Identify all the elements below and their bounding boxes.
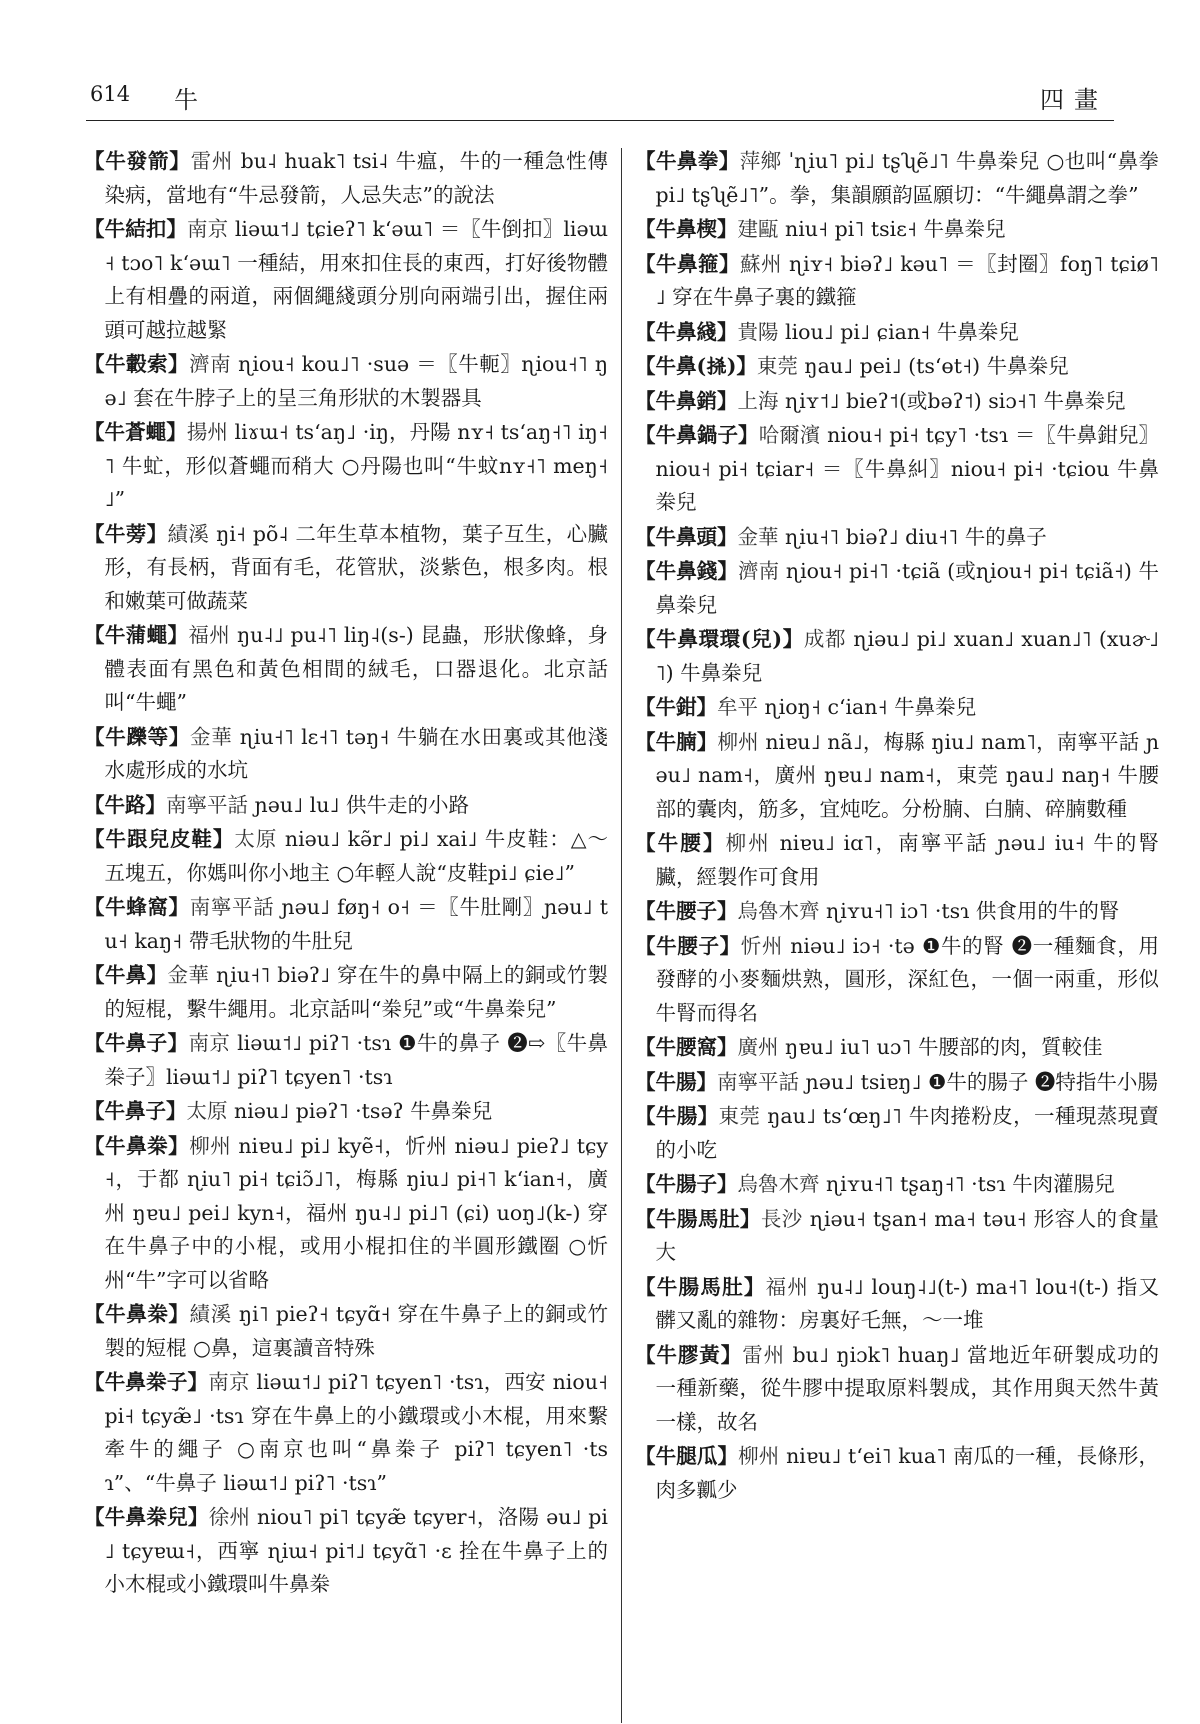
entry-definition: niɐu˩ pi˩ kyẽ˧，忻州 niəu˩ pieʔ˩ tɕy˧，于都 ɳiu˥ pi˧ tɕiɔ̃˩˥，梅縣 ŋiu˩ pi˧˥ kʻian˧，廣州 ŋɐu˩ pei˩ kyn˧，福州 ŋu˨˩ pi˩˥ (ɕi) uoŋ˩(k-) 穿在牛鼻子中的小棍，或用小棍扣住的半圓形鐵圈 ○忻州“牛”字可以省略	[104, 1133, 609, 1292]
entry-dialect: 忻州	[740, 933, 784, 958]
entry-definition: liəɯ˦˩ piʔ˥ ·tsɿ ❶牛的鼻子 ❷⇨〖牛鼻桊子〗liəɯ˦˩ piʔ˥ tɕyen˥ ·tsɿ	[104, 1031, 609, 1089]
entry-definition: ŋau˩ tsʻœŋ˩˥ 牛肉捲粉皮，一種現蒸現賣的小吃	[655, 1104, 1159, 1162]
dictionary-entry	[84, 619, 608, 720]
dictionary-entry	[635, 1271, 1159, 1338]
entry-dialect: 長沙	[760, 1206, 803, 1231]
dictionary-entry	[635, 1203, 1159, 1270]
entry-headword: 【牛鼻箍】	[635, 251, 740, 276]
entry-dialect: 南京	[188, 1031, 231, 1055]
entry-definition: ɲəu˩ lu˩ 供牛走的小路	[248, 792, 470, 817]
dictionary-entry	[635, 213, 1159, 247]
entry-dialect: 南寧平話	[717, 1069, 799, 1094]
dictionary-entry	[84, 959, 608, 1026]
entry-definition: ŋi˥ pieʔ˧ tɕyɑ̃˧ 穿在牛鼻子上的銅或竹製的短棍 ○鼻，這裏讀音特殊	[104, 1302, 608, 1360]
entry-definition: niəu˩ iɔ˧ ·tə ❶牛的腎 ❷一種麵食，用發酵的小麥麵烘熟，圓形，深紅色，一個一兩重，形似牛腎而得名	[655, 933, 1160, 1025]
entry-headword: 【牛鼻綫】	[635, 319, 738, 344]
entry-headword: 【牛腩】	[635, 729, 718, 754]
entry-headword: 【牛鼻頭】	[635, 524, 738, 549]
header-rule	[86, 120, 1114, 121]
entry-headword: 【牛蒡】	[84, 521, 168, 546]
entry-headword: 【牛跟兒皮鞋】	[84, 827, 235, 851]
entry-dialect: 濟南	[189, 352, 232, 376]
dictionary-entry	[635, 726, 1159, 827]
entry-dialect: 柳州	[189, 1133, 232, 1158]
entry-dialect: 柳州	[717, 729, 759, 754]
entry-definition: ŋɐu˩ iu˥ uɔ˥ 牛腰部的肉，質較佳	[778, 1035, 1103, 1059]
dictionary-entry	[84, 823, 608, 890]
dictionary-entry	[635, 1168, 1159, 1202]
entry-headword: 【牛鼻子】	[84, 1031, 189, 1055]
entry-dialect: 績溪	[167, 521, 210, 546]
entry-dialect: 牟平	[717, 695, 758, 719]
entry-definition: ɳiou˧ pi˧˥ ·tɕiã (或ɳiou˧ pi˧ tɕiã˧) 牛鼻桊兒	[655, 559, 1160, 617]
entry-dialect: 柳州	[725, 831, 771, 855]
entry-dialect: 太原	[186, 1099, 228, 1123]
entry-definition: ɳiʏu˧˥ iɔ˥ ·tsɿ 供食用的牛的腎	[819, 899, 1120, 923]
entry-headword: 【牛鼻環環(兒)】	[635, 627, 804, 651]
dictionary-entry	[635, 521, 1159, 555]
entry-dialect: 上海	[737, 388, 779, 413]
page-number: 614	[90, 82, 131, 106]
entry-headword: 【牛腸馬肚】	[635, 1274, 766, 1299]
entry-headword: 【牛鉗】	[635, 695, 717, 719]
dictionary-entry	[84, 348, 608, 415]
dictionary-entry	[635, 145, 1159, 212]
entry-headword: 【牛腰】	[635, 831, 726, 855]
entry-headword: 【牛鼻桊兒】	[84, 1505, 209, 1529]
entry-definition: ŋi˧ põ˨ 二年生草本植物，葉子互生，心臟形，有長柄，背面有毛，花管狀，淡紫色，根多肉。根和嫩葉可做蔬菜	[104, 521, 609, 613]
entry-dialect: 南京	[208, 1370, 250, 1394]
entry-definition: ŋu˨˩ pu˨˥ liŋ˨(s-) 昆蟲，形狀像蜂，身體表面有黑色和黃色相間的絨毛，口器退化。北京話叫“牛蠅”	[104, 623, 609, 714]
dictionary-entry	[84, 145, 608, 212]
entry-headword: 【牛腰窩】	[635, 1035, 738, 1059]
entry-definition: liəɯ˦˩ piʔ˥ tɕyen˥ ·tsɿ，西安 niou˧ pi˧ tɕyæ̃˩ ·tsɿ 穿在牛鼻上的小鐵環或小木棍，用來繫牽牛的繩子 ○南京也叫“鼻桊子 piʔ˥ tɕyen˥ ·tsɿ”、“牛鼻子 liəɯ˦˩ piʔ˥ ·tsɿ”	[104, 1370, 609, 1495]
entry-definition: ŋu˨˩ louŋ˨˩(t-) ma˧˥ lou˧(t-) 指又髒又亂的雜物：房裏好乇無，～一堆	[655, 1274, 1160, 1332]
dictionary-entry	[635, 1100, 1159, 1167]
entry-headword: 【牛鼻子】	[84, 1099, 187, 1123]
dictionary-entry	[635, 248, 1159, 315]
dictionary-entry	[635, 555, 1159, 622]
entry-definition: ɳioŋ˧ cʻian˧ 牛鼻桊兒	[758, 695, 977, 719]
entry-dialect: 東莞	[718, 1104, 761, 1128]
dictionary-entry	[635, 350, 1159, 384]
dictionary-entry	[84, 789, 608, 823]
dictionary-entry	[635, 1031, 1159, 1065]
entry-headword: 【牛蒲蠅】	[84, 623, 189, 647]
running-head-character: 牛	[174, 86, 198, 114]
entry-headword: 【牛腸】	[635, 1069, 717, 1094]
dictionary-entry	[84, 1501, 608, 1602]
dictionary-entry	[84, 1366, 608, 1500]
entry-dialect: 柳州	[738, 1444, 780, 1468]
entry-headword: 【牛腸馬肚】	[635, 1206, 761, 1231]
entry-headword: 【牛鼻桊】	[84, 1302, 190, 1326]
entry-headword: 【牛轂索】	[84, 352, 190, 376]
entry-definition: bu˩ ŋiɔk˥ huaŋ˩ 當地近年研製成功的一種新藥，從牛膠中提取原料製成，其作用與天然牛黃一樣，故名	[655, 1342, 1160, 1434]
dictionary-entry	[84, 721, 608, 788]
entry-definition: niou˥ pi˥ tɕyæ̃ tɕyɐr˧，洛陽 əu˩ pi˩ tɕyɐɯ˧，西寧 ɳiɯ˧ pi˦˩ tɕyɑ̃˥ ·ɛ 拴在牛鼻子上的小木棍或小鐵環叫牛鼻桊	[104, 1505, 608, 1596]
entry-dialect: 南寧平話	[166, 792, 248, 817]
entry-definition: niəu˩ piəʔ˥ ·tsəʔ 牛鼻桊兒	[227, 1099, 493, 1123]
dictionary-entry	[84, 891, 608, 958]
entry-definition: liou˩ pi˩ ɕian˧ 牛鼻桊兒	[778, 319, 1019, 344]
entry-dialect: 烏魯木齊	[737, 1172, 820, 1196]
dictionary-entry	[635, 623, 1159, 690]
dictionary-entry	[84, 416, 608, 517]
dictionary-entry	[84, 1095, 608, 1129]
entry-dialect: 雷州	[742, 1342, 786, 1367]
entry-definition: ɳiʏ˧ biəʔ˩ kəu˥ ＝〖封圈〗foŋ˥ tɕiø˥˩ 穿在牛鼻子裏的鐵箍	[655, 251, 1160, 309]
entry-dialect: 福州	[188, 623, 231, 647]
entry-definition: niɐu˩ tʻei˥ kua˥ 南瓜的一種，長條形，肉多瓤少	[655, 1444, 1159, 1502]
right-column	[635, 145, 1159, 1508]
entry-dialect: 濟南	[738, 559, 780, 583]
entry-dialect: 蘇州	[739, 251, 782, 276]
entry-definition: niu˧ pi˥ tsiɛ˧ 牛鼻桊兒	[778, 217, 1006, 241]
entry-dialect: 建甌	[737, 217, 779, 241]
entry-definition: niou˧ pi˧ tɕy˥ ·tsɿ ＝〖牛鼻鉗兒〗niou˧ pi˧ tɕiar˧ ＝〖牛鼻糾〗niou˧ pi˧ ·tɕiou 牛鼻桊兒	[655, 423, 1160, 514]
entry-dialect: 雷州	[190, 149, 234, 173]
entry-dialect: 廣州	[737, 1035, 779, 1059]
left-column	[84, 145, 608, 1603]
entry-definition: niɐu˩ nã˩，梅縣 ŋiu˩ nam˥，南寧平話 ɲəu˩ nam˧，廣州 ŋɐu˩ nam˧，東莞 ŋau˩ naŋ˧ 牛腰部的囊肉，筋多，宜炖吃。分枌腩、白腩、碎腩數種	[655, 729, 1160, 821]
dictionary-entry	[635, 316, 1159, 350]
entry-dialect: 績溪	[189, 1302, 232, 1326]
entry-definition: ŋau˩ pei˩ (tsʻɵt˧) 牛鼻桊兒	[797, 354, 1069, 378]
entry-headword: 【牛鼻(𢫬)】	[635, 354, 757, 378]
entry-headword: 【牛鼻桊子】	[84, 1370, 209, 1394]
entry-definition: ɳiu˧˥ lɛ˧˥ təŋ˧ 牛躺在水田裏或其他淺水處形成的水坑	[104, 724, 609, 782]
entry-dialect: 太原	[234, 827, 278, 851]
entry-definition: ɳiʏu˧˥ tʂaŋ˧˥ ·tsɿ 牛肉灌腸兒	[819, 1172, 1115, 1196]
page-header	[86, 80, 1114, 114]
entry-headword: 【牛結扣】	[84, 217, 188, 241]
entry-headword: 【牛鼻鍋子】	[635, 423, 759, 447]
entry-definition: niɐu˩ iɑ˥，南寧平話 ɲəu˩ iu˧ 牛的腎臟，經製作可食用	[655, 831, 1160, 889]
entry-definition: ɳiu˧˥ biəʔ˩ diu˧˥ 牛的鼻子	[778, 524, 1047, 549]
entry-headword: 【牛蜂窩】	[84, 895, 190, 919]
entry-dialect: 金華	[190, 724, 233, 749]
entry-headword: 【牛蒼蠅】	[84, 420, 187, 444]
entry-definition: ɲəu˩ føŋ˧ o˧ ＝〖牛肚剛〗ɲəu˩ tu˧ kaŋ˧ 帶毛狀物的牛肚兒	[104, 895, 609, 953]
entry-headword: 【牛發箭】	[84, 149, 191, 173]
dictionary-entry	[84, 1130, 608, 1298]
entry-headword: 【牛腸】	[635, 1104, 719, 1128]
entry-definition: ˈɳiu˥ pi˩ tʂʯẽ˩˥ 牛鼻桊兒 ○也叫“鼻拳 pi˩ tʂʯẽ˩˥”。拳，集韻願韵區願切：“牛繩鼻謂之拳”	[655, 149, 1160, 207]
dictionary-entry	[635, 1339, 1159, 1440]
entry-definition: liɤɯ˧ tsʻaŋ˩ ·iŋ，丹陽 nʏ˧ tsʻaŋ˧˥ iŋ˧˥ 牛虻，形似蒼蠅而稍大 ○丹陽也叫“牛蚊nʏ˧˥ meŋ˧˩”	[104, 420, 608, 511]
entry-headword: 【牛躒等】	[84, 724, 191, 749]
entry-headword: 【牛腿瓜】	[635, 1444, 739, 1468]
entry-dialect: 烏魯木齊	[737, 899, 820, 923]
entry-definition: ɳiʏ˦˩ bieʔ˦(或bəʔ˦) siɔ˧˥ 牛鼻桊兒	[778, 388, 1126, 413]
entry-headword: 【牛腰子】	[635, 933, 741, 958]
dictionary-entry	[84, 213, 608, 347]
entry-dialect: 金華	[737, 524, 779, 549]
dictionary-entry	[635, 827, 1159, 894]
entry-definition: ɳiəu˧ tʂan˧ ma˧ təu˧ 形容人的食量大	[655, 1206, 1159, 1264]
entry-dialect: 成都	[803, 627, 847, 651]
section-label: 四畫	[1040, 86, 1108, 114]
dictionary-entry	[635, 419, 1159, 520]
entry-dialect: 徐州	[208, 1505, 251, 1529]
entry-headword: 【牛鼻錢】	[635, 559, 739, 583]
entry-headword: 【牛腰子】	[635, 899, 738, 923]
entry-dialect: 萍鄉	[739, 149, 782, 173]
entry-dialect: 南寧平話	[189, 895, 275, 919]
entry-definition: ɳiəu˩ pi˩ xuan˩ xuan˩˥ (xuɚ˩˥) 牛鼻桊兒	[655, 627, 1160, 685]
dictionary-entry	[84, 1027, 608, 1094]
entry-headword: 【牛鼻銷】	[635, 388, 738, 413]
entry-headword: 【牛膠黃】	[635, 1342, 743, 1367]
dictionary-entry	[635, 930, 1159, 1031]
entry-headword: 【牛鼻楔】	[635, 217, 738, 241]
dictionary-entry	[635, 691, 1159, 725]
entry-definition: ɳiou˧ kou˩˥ ·suə ＝〖牛軛〗ɳiou˧˥ ŋə˩ 套在牛脖子上的呈三角形狀的木製器具	[104, 352, 609, 410]
entry-definition: niəu˩ kə̃r˩ pi˩ xai˩ 牛皮鞋：△～五塊五，你媽叫你小地主 ○年輕人說“皮鞋pi˩ ɕie˩”	[104, 827, 609, 885]
entry-definition: liəɯ˦˩ tɕieʔ˥ kʻəɯ˥ ＝〖牛倒扣〗liəɯ˧ tɔo˥ kʻəɯ˥ 一種結，用來扣住長的東西，打好後物體上有相疊的兩道，兩個繩綫頭分別向兩端引出，握住兩頭可越拉越緊	[104, 217, 609, 342]
entry-dialect: 金華	[167, 963, 210, 987]
dictionary-entry	[635, 895, 1159, 929]
entry-dialect: 福州	[765, 1274, 810, 1299]
entry-dialect: 揚州	[186, 420, 228, 444]
entry-headword: 【牛鼻桊】	[84, 1133, 190, 1158]
entry-headword: 【牛腸子】	[635, 1172, 738, 1196]
entry-headword: 【牛鼻拳】	[635, 149, 740, 173]
entry-headword: 【牛路】	[84, 792, 166, 817]
dictionary-entry	[84, 518, 608, 619]
entry-dialect: 東莞	[756, 354, 798, 378]
dictionary-entry	[635, 1440, 1159, 1507]
dictionary-entry	[635, 385, 1159, 419]
entry-headword: 【牛鼻】	[84, 963, 168, 987]
entry-definition: ɲəu˩ tsiɐŋ˩ ❶牛的腸子 ❷特指牛小腸	[799, 1069, 1158, 1094]
entry-dialect: 南京	[187, 217, 229, 241]
column-divider	[621, 148, 622, 1723]
dictionary-entry	[635, 1066, 1159, 1100]
dictionary-entry	[84, 1298, 608, 1365]
entry-definition: bu˨ huak˥ tsi˨ 牛瘟，牛的一種急性傳染病，當地有“牛忌發箭，人忌失志”的說法	[104, 149, 608, 207]
entry-dialect: 哈爾濱	[758, 423, 821, 447]
entry-dialect: 貴陽	[737, 319, 779, 344]
entry-definition: ɳiu˧˥ biəʔ˩ 穿在牛的鼻中隔上的銅或竹製的短棍，繫牛繩用。北京話叫“桊兒”或“牛鼻桊兒”	[104, 963, 609, 1021]
